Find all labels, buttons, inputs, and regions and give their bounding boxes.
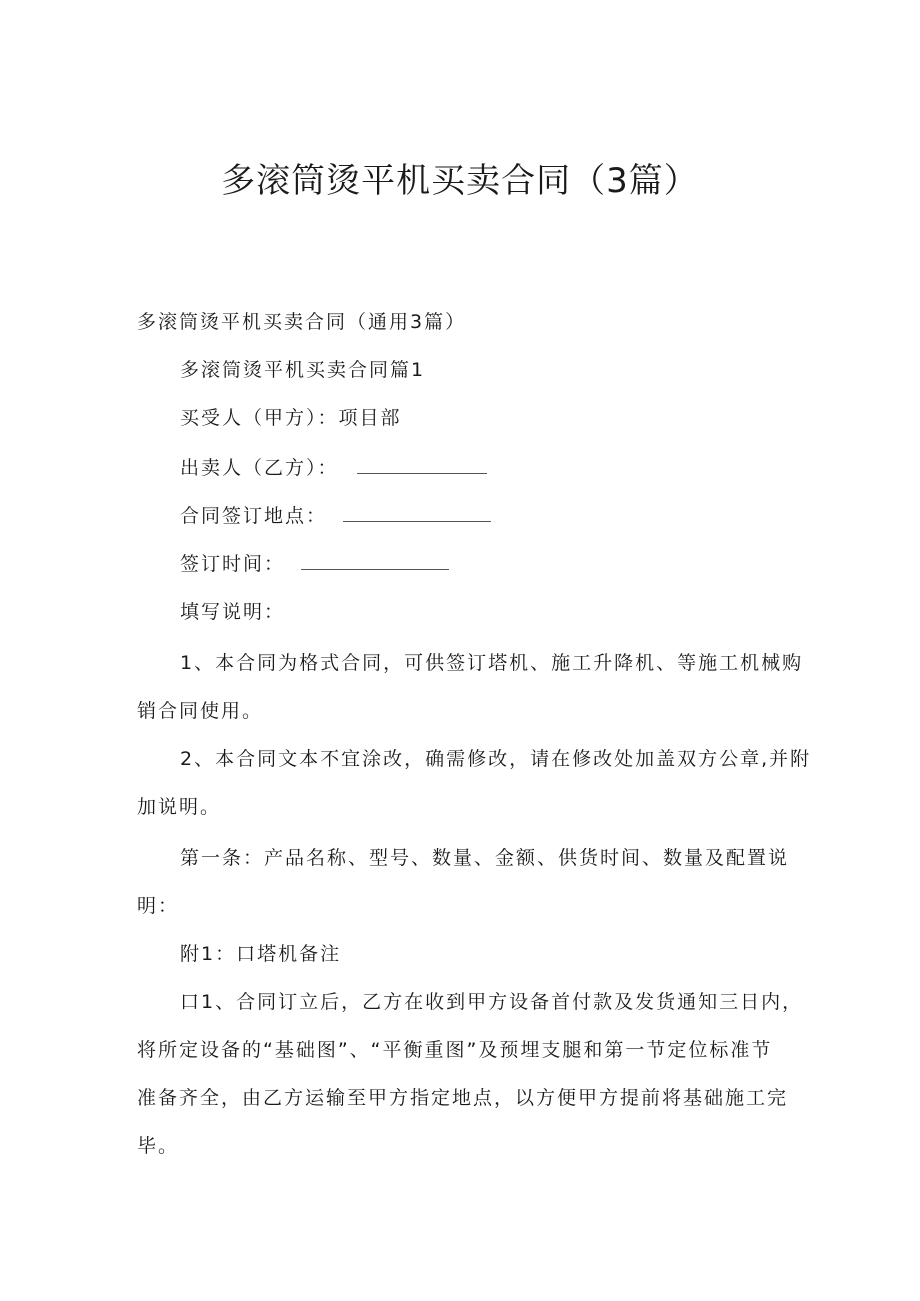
seller-blank-field — [357, 455, 487, 474]
appendix1-line: 附1：口塔机备注 — [180, 943, 342, 965]
section-heading: 多滚筒烫平机买卖合同篇1 — [180, 359, 426, 381]
article1-line2: 明： — [137, 895, 180, 917]
note1-line2: 销合同使用。 — [137, 700, 264, 722]
seller-line — [180, 454, 487, 482]
time-line — [180, 550, 449, 578]
note2-line2: 加说明。 — [137, 796, 222, 818]
place-blank-field — [343, 503, 491, 522]
page-title: 多滚筒烫平机买卖合同（3篇） — [221, 161, 699, 201]
note1-line1: 1、本合同为格式合同，可供签订塔机、施工升降机、等施工机械购 — [180, 652, 804, 674]
document-subtitle: 多滚筒烫平机买卖合同（通用3篇） — [137, 311, 467, 333]
seller-label: 出卖人（乙方）： — [180, 457, 339, 479]
clause1-line2: 将所定设备的“基础图”、“平衡重图”及预埋支腿和第一节定位标准节 — [137, 1039, 773, 1061]
place-label: 合同签订地点： — [180, 505, 328, 527]
clause1-line4: 毕。 — [137, 1135, 180, 1157]
instructions-heading: 填写说明： — [180, 601, 286, 623]
place-line — [180, 502, 491, 530]
article1-line1: 第一条：产品名称、型号、数量、金额、供货时间、数量及配置说 — [180, 847, 790, 869]
time-blank-field — [301, 551, 449, 570]
clause1-line3: 准备齐全，由乙方运输至甲方指定地点，以方便甲方提前将基础施工完 — [137, 1087, 789, 1109]
time-label: 签订时间： — [180, 553, 286, 575]
note2-line1: 2、本合同文本不宜涂改，确需修改，请在修改处加盖双方公章,并附 — [180, 748, 812, 770]
buyer-line: 买受人（甲方）：项目部 — [180, 407, 402, 429]
clause1-line1: 口1、合同订立后，乙方在收到甲方设备首付款及发货通知三日内， — [180, 991, 804, 1013]
